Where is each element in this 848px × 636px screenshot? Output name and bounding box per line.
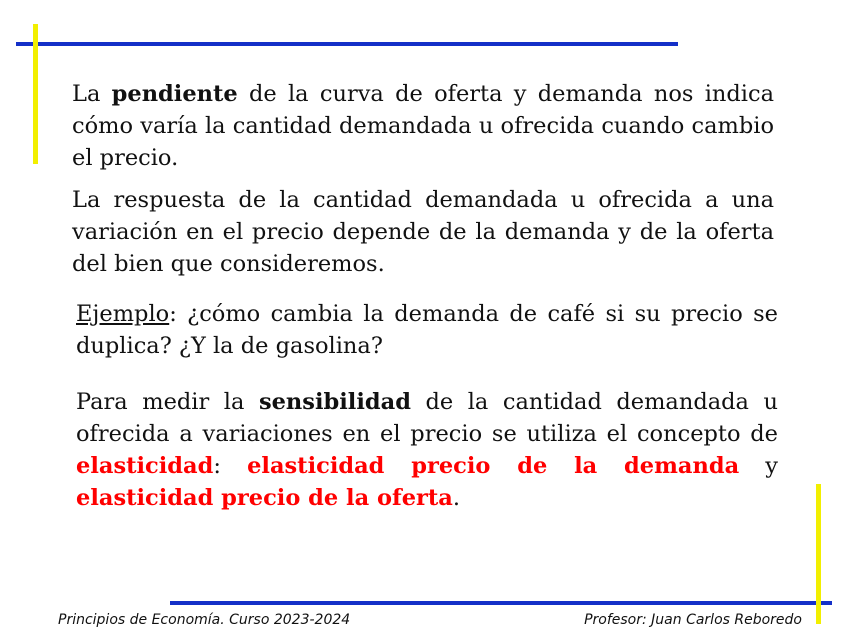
- paragraph-pendiente: [72, 78, 774, 174]
- footer-professor: Profesor: Juan Carlos Reboredo: [584, 612, 802, 628]
- paragraph-sensibilidad: [76, 386, 778, 514]
- p4-red-elasticidad-oferta: elasticidad precio de la oferta: [76, 485, 453, 511]
- p1-bold-pendiente: pendiente: [111, 81, 238, 107]
- p4-mid: de la cantidad demandada u ofrecida a variaciones en el precio se utiliza el concepto de: [76, 389, 779, 447]
- right-yellow-rule: [816, 484, 821, 624]
- paragraph-ejemplo: [76, 298, 778, 362]
- paragraph-respuesta: [72, 184, 774, 280]
- p4-bold-sensibilidad: sensibilidad: [258, 389, 411, 415]
- p1-pre: La: [72, 81, 112, 107]
- left-yellow-rule: [33, 24, 38, 164]
- top-blue-rule: [16, 42, 678, 46]
- p4-pre: Para medir la: [76, 389, 259, 415]
- p1-post: de la curva de oferta y demanda nos indica cómo varía la cantidad demandada u ofrecida cuando cambio el precio.: [72, 81, 774, 171]
- p2-text: La respuesta de la cantidad demandada u ofrecida a una variación en el precio depende de la demanda y de la oferta del bien que consideremos.: [72, 187, 774, 277]
- p3-label-ejemplo: Ejemplo: [76, 301, 170, 327]
- p4-and: y: [739, 453, 779, 479]
- footer-course: Principios de Economía. Curso 2023-2024: [58, 612, 351, 628]
- p4-end: .: [452, 485, 460, 511]
- p4-red-elasticidad: elasticidad: [76, 453, 214, 479]
- p4-red-elasticidad-demanda: elasticidad precio de la demanda: [247, 453, 740, 479]
- bottom-blue-rule: [170, 601, 832, 605]
- p4-sep: :: [213, 453, 248, 479]
- p3-text: : ¿cómo cambia la demanda de café si su precio se duplica? ¿Y la de gasolina?: [76, 301, 778, 359]
